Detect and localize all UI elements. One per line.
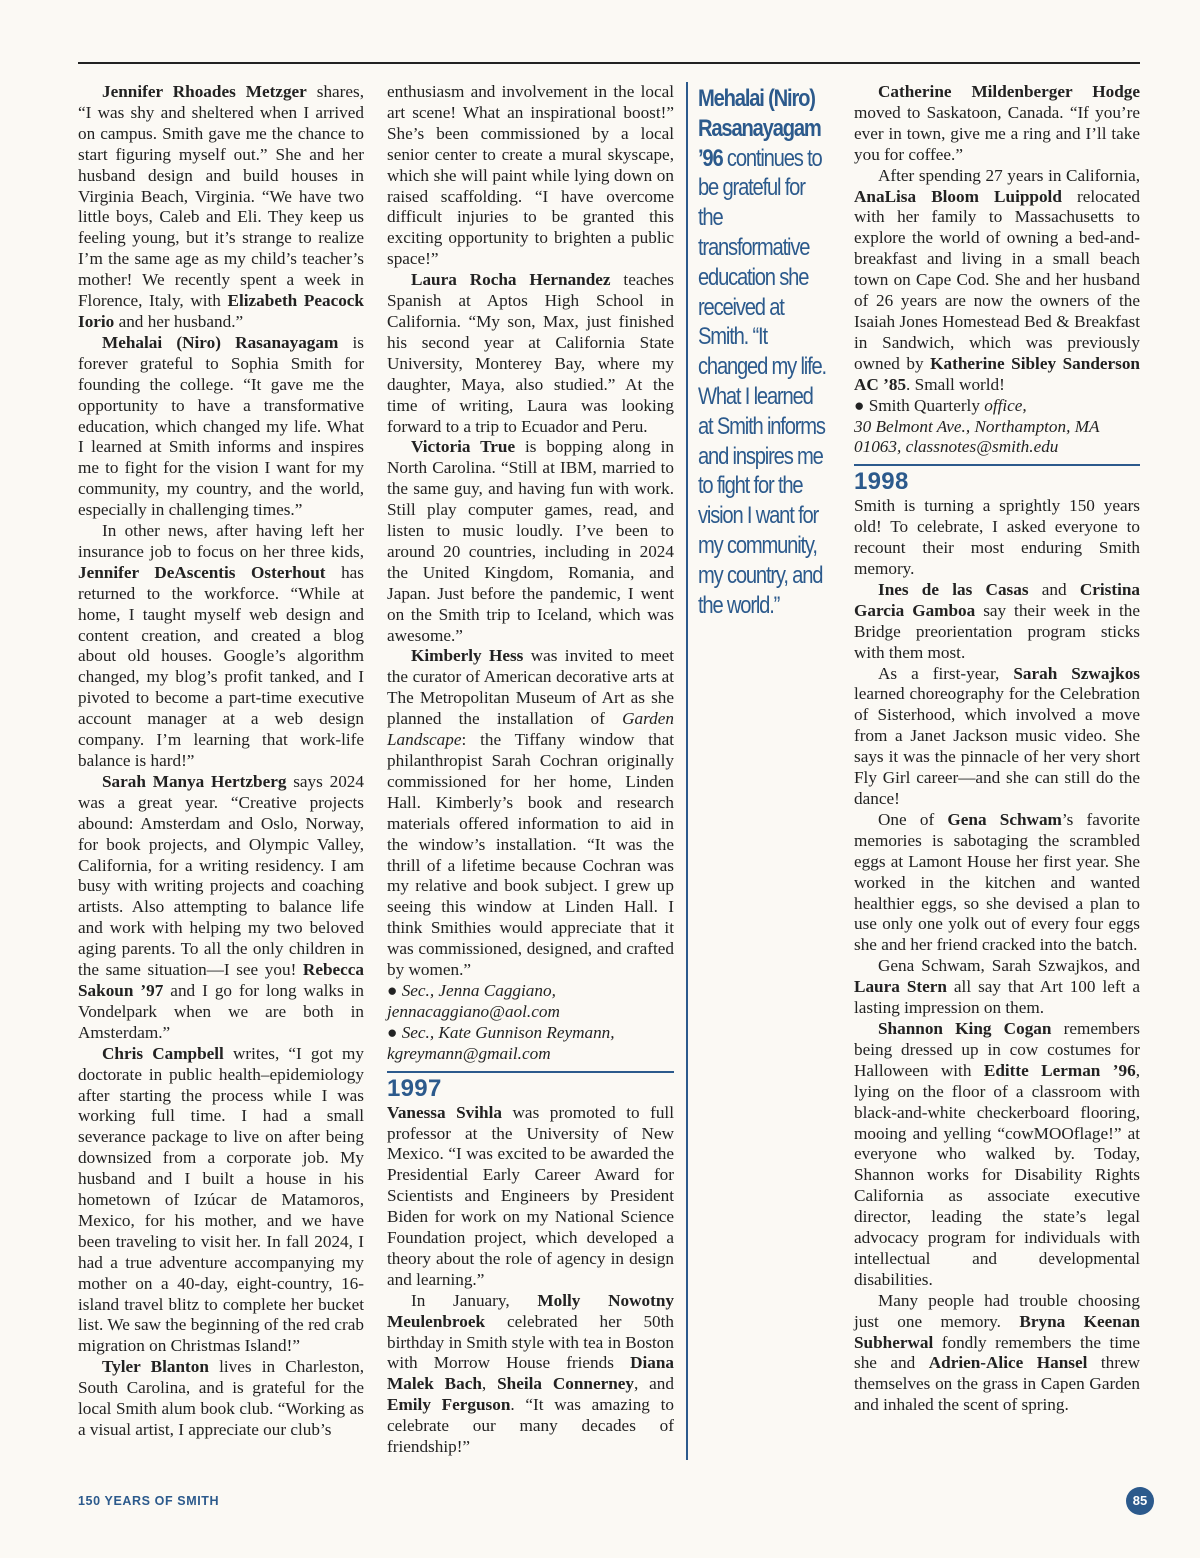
- note-hodge: Catherine Mildenberger Hodge moved to Saskatoon, Canada. “If you’re ever in town, give me a ring and I’ll take you for coffee.”: [854, 82, 1140, 164]
- note-stern: Gena Schwam, Sarah Szwajkos, and Laura Stern all say that Art 100 left a lasting impression on them.: [854, 956, 1141, 1018]
- note-subherwal: Many people had trouble choosing just one memory. Bryna Keenan Subherwal fondly remembers the time she and Adrien-Alice Hansel threw themselves on the grass in Capen Garden and inhaled the scent of spring.: [854, 1290, 1140, 1415]
- note-schwam: One of Gena Schwam’s favorite memories is sabotaging the scrambled eggs at Lamont House her first year. She worked in the kitchen and wanted healthier eggs, so she devised a plan to use only one yolk out of every four eggs she and her friend cracked into the batch.: [854, 809, 1140, 955]
- top-rule: [78, 62, 1140, 64]
- note-hertzberg: Sarah Manya Hertzberg says 2024 was a great year. “Creative projects abound: Amsterdam and Oslo, Norway, for book projects, and Olympic Valley, California, for a writing residency. I am busy with writing projects and coaching artists. Also attempting to balance life and work with helping my two beloved aging parents. To all the only children in the same situation—I see you! Rebecca Sakoun ’97 and I go for long walks in Vondelpark when we are both in Amsterdam.”: [78, 771, 364, 1042]
- note-svihla: Vanessa Svihla was promoted to full professor at the University of New Mexico. “I was excited to be awarded the Presidential Early Career Award for Scientists and Engineers by President Biden for work on my National Science Foundation project, which developed a theory about the role of agency in design and learning.”: [387, 1102, 674, 1289]
- bullet-dot-icon: ●: [854, 395, 865, 415]
- note-true: Victoria True is bopping along in North Carolina. “Still at IBM, married to the same guy, and having fun with work. Still play computer games, read, and listen to music loudly. I’ve been to around 20 countries, including in 2024 the United Kingdom, Romania, and Japan. Just before the pandemic, I went on the Smith trip to Iceland, which was awesome.”: [387, 437, 674, 645]
- column-2: [387, 82, 674, 1458]
- note-luippold: After spending 27 years in California, AnaLisa Bloom Luippold relocated with her family to Massachusetts to explore the world of owning a bed-and-breakfast and living in a small beach town on Cape Cod. She and her husband of 26 years are now the owners of the Isaiah Jones Homestead Bed & Breakfast in Sandwich, which was previously owned by Katherine Sibley Sanderson AC ’85. Small world!: [854, 165, 1140, 394]
- bullet-dot-icon: ●: [387, 980, 398, 1000]
- note-rasanayagam: Mehalai (Niro) Rasanayagam is forever grateful to Sophia Smith for founding the college. “It gave me the opportunity to have a transformative education, which changed my life. What I learned at Smith informs and inspires me to fight for the vision I want for my community, my country, and the world, especially in challenging times.”: [78, 332, 364, 520]
- note-hernandez: Laura Rocha Hernandez teaches Spanish at Aptos High School in California. “My son, Max, just finished his second year at California State University, Monterey Bay, where my daughter, Maya, also studied.” At the time of writing, Laura was looking forward to a trip to Ecuador and Peru.: [387, 270, 674, 436]
- bullet-dot-icon: ●: [387, 1022, 398, 1042]
- note-blanton-continued: enthusiasm and involvement in the local art scene! What an inspirational boost!” She’s been commissioned by a local senior center to create a mural skyscape, which she will paint while lying down on raised scaffolding. “I have overcome difficult injuries to be granted this exciting opportunity to brighten a public space!”: [387, 82, 674, 269]
- email-link[interactable]: kgreymann@gmail.com: [387, 1043, 551, 1063]
- note-cogan: Shannon King Cogan remembers being dressed up in cow costumes for Halloween with Editte Lerman ’96, lying on the floor of a classroom with black-and-white checkerboard flooring, mooing and yelling “cowMOOflage!” at everyone who walked by. Today, Shannon works for Disability Rights California as associate executive director, leading the state’s legal advocacy program for individuals with intellectual and developmental disabilities.: [854, 1018, 1140, 1289]
- note-campbell: Chris Campbell writes, “I got my doctorate in public health–epidemiology after starting the process while I was working full time. I had a small severance package to live on after being downsized from a corporate job. My husband and I built a house in his hometown of Izúcar de Matamoros, Mexico, for his mother, and we have been traveling to visit her. In fall 2024, I had a true adventure accompanying my mother on a 40-day, eight-country, 16-island travel blitz to complete her bucket list. We saw the beginning of the red crab migration on Christmas Island!”: [78, 1043, 364, 1356]
- note-osterhout: In other news, after having left her insurance job to focus on her three kids, Jennifer DeAscentis Osterhout has returned to the workforce. “While at home, I taught myself web design and content creation, and created a blog about old houses. Google’s algorithm changed, my blog’s profit tanked, and I pivoted to become a part-time executive account manager at a web design company. I’m learning that work-life balance is hard!”: [78, 521, 364, 770]
- note-intro-1998: Smith is turning a sprightly 150 years old! To celebrate, I asked everyone to recount their most enduring Smith memory.: [854, 496, 1140, 579]
- column-4: [854, 82, 1140, 1416]
- secretary-2: ● Sec., Kate Gunnison Reymann, kgreymann@gmail.com: [387, 1022, 615, 1063]
- note-metzger: Jennifer Rhoades Metzger shares, “I was shy and sheltered when I arrived on campus. Smith gave me the chance to start figuring myself out.” She and her husband design and build houses in Virginia Beach, Virginia. “We have two little boys, Caleb and Eli. They keep us feeling young, but it’s strange to realize I’m the same age as my child’s teacher’s mother! We recently spent a week in Florence, Italy, with Elizabeth Peacock Iorio and her husband.”: [78, 82, 365, 331]
- section-label: 150 YEARS OF SMITH: [78, 1494, 220, 1508]
- pull-quote: Mehalai (Niro) Rasanayagam ’96 continues to be grateful for the transformative education she received at Smith. “It changed my life. What I learned at Smith informs and inspires me to fight for the vision I want for my community, my country, and the world.”: [698, 85, 826, 619]
- page-number: 85: [1126, 1487, 1154, 1515]
- note-blanton: Tyler Blanton lives in Charleston, South Carolina, and is grateful for the local Smith alum book club. “Working as a visual artist, I appreciate our club’s: [78, 1357, 364, 1439]
- year-heading-1998: 1998: [854, 464, 1140, 496]
- column-1: [78, 82, 364, 1441]
- note-meulenbroek: In January, Molly Nowotny Meulenbroek celebrated her 50th birthday in Smith style with tea in Boston with Morrow House friends Diana Malek Bach, Sheila Connerney, and Emily Ferguson. “It was amazing to celebrate our many decades of friendship!”: [387, 1290, 674, 1457]
- year-heading-1997: 1997: [387, 1071, 674, 1103]
- note-hess: Kimberly Hess was invited to meet the curator of American decorative arts at The Metropolitan Museum of Art as she planned the installation of Garden Landscape: the Tiffany window that philanthropist Sarah Cochran originally commissioned for her home, Linden Hall. Kimberly’s book and research materials offered information to aid in the window’s installation. “It was the thrill of a lifetime because Cochran was my relative and book subject. I grew up seeing this window at Linden Hall. I think Smithies would appreciate that it was commissioned, designed, and crafted by women.”: [387, 646, 674, 980]
- secretary-1: ● Sec., Jenna Caggiano, jennacaggiano@aol.com: [387, 980, 560, 1021]
- note-casas: Ines de las Casas and Cristina Garcia Gamboa say their week in the Bridge preorientation program sticks with them most.: [854, 579, 1140, 662]
- office-address: ● Smith Quarterly office, 30 Belmont Ave., Northampton, MA 01063, classnotes@smith.edu: [854, 395, 1100, 457]
- pull-quote-rule: [686, 82, 688, 1460]
- email-link[interactable]: jennacaggiano@aol.com: [387, 1001, 560, 1021]
- email-link[interactable]: 01063, classnotes@smith.edu: [854, 437, 1059, 457]
- note-szwajkos: As a first-year, Sarah Szwajkos learned choreography for the Celebration of Sisterhood, which involved a move from a Janet Jackson music video. She says it was the pinnacle of her very short Fly Girl career—and she can still do the dance!: [854, 663, 1140, 808]
